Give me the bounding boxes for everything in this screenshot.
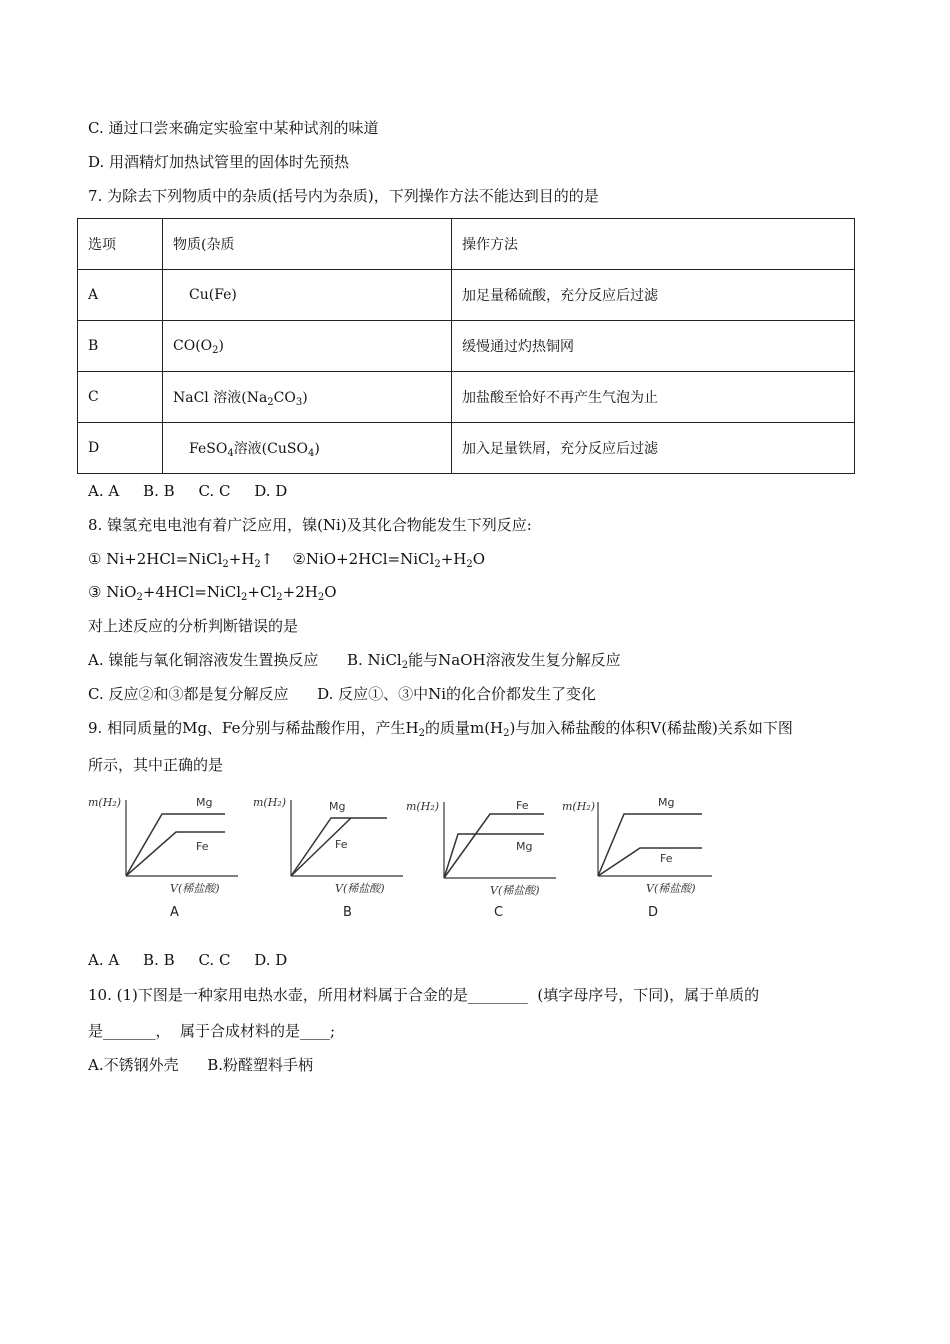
row-method: 加入足量铁屑，充分反应后过滤 (452, 423, 855, 474)
subscript: 2 (254, 559, 261, 570)
graph-caption: D (648, 905, 659, 920)
row-substance (163, 372, 452, 423)
substance-text-end: ) (218, 338, 224, 354)
fe-label: Fe (196, 840, 209, 853)
mg-label: Mg (516, 840, 533, 853)
fe-line (126, 832, 225, 876)
substance-text-mid: CO (273, 390, 296, 406)
subscript: 2 (276, 592, 283, 603)
fe-line (598, 848, 702, 876)
x-axis-label: V(稀盐酸) (646, 882, 696, 895)
subscript: 2 (222, 559, 229, 570)
eq-part: +H (228, 550, 255, 568)
eq-part: O (472, 550, 486, 568)
table-row (78, 270, 855, 321)
subscript: 2 (317, 592, 325, 603)
graph-c (406, 790, 576, 920)
subscript: 2 (401, 660, 409, 671)
mg-label: Mg (196, 796, 213, 809)
reaction-1-2 (88, 549, 485, 569)
subscript: 2 (136, 592, 143, 603)
table-header-row (78, 219, 855, 270)
question-9-cont: 所示，其中正确的是 (88, 756, 224, 774)
mg-line (126, 814, 225, 876)
y-axis-label: m(H₂) (406, 800, 440, 813)
q9-text: )与加入稀盐酸的体积V(稀盐酸)关系如下图 (509, 719, 793, 737)
graph-caption: A (170, 905, 179, 920)
graph-d (562, 790, 732, 920)
q8-options-ab (88, 650, 621, 670)
graph-b (253, 790, 423, 920)
row-substance (163, 270, 452, 321)
table-row (78, 372, 855, 423)
x-axis-label: V(稀盐酸) (170, 882, 220, 895)
q9-answer-choices: A. A B. B C. C D. D (88, 951, 288, 969)
eq-part: +Cl (247, 583, 277, 601)
q9-text: 9. 相同质量的Mg、Fe分别与稀盐酸作用，产生H (88, 719, 419, 737)
subscript: 2 (241, 592, 248, 603)
subscript: 2 (466, 559, 473, 570)
row-option: A (78, 270, 163, 321)
subscript: 3 (295, 397, 303, 408)
table-row (78, 321, 855, 372)
q7-table (77, 218, 855, 474)
subscript: 2 (267, 397, 274, 408)
y-axis-label: m(H₂) (562, 800, 596, 813)
reaction-3 (88, 582, 337, 602)
substance-text-end: ) (314, 441, 320, 457)
row-option: D (78, 423, 163, 474)
row-method: 缓慢通过灼热铜网 (452, 321, 855, 372)
substance-text: FeSO (189, 441, 228, 457)
graph-caption: B (343, 905, 352, 920)
question-7: 7. 为除去下列物质中的杂质(括号内为杂质)，下列操作方法不能达到目的的是 (88, 187, 599, 205)
mg-label: Mg (329, 800, 346, 813)
eq-part: ① Ni+2HCl=NiCl (88, 550, 223, 568)
row-substance (163, 321, 452, 372)
eq-part: ③ NiO (88, 583, 137, 601)
q9-text: 的质量m(H (424, 719, 504, 737)
y-axis-label: m(H₂) (88, 796, 122, 809)
subscript: 4 (307, 448, 315, 459)
question-9 (88, 718, 793, 738)
row-method: 加足量稀硫酸，充分反应后过滤 (452, 270, 855, 321)
x-axis-label: V(稀盐酸) (490, 884, 540, 897)
eq-part: +2H (282, 583, 318, 601)
fe-label: Fe (516, 799, 529, 812)
substance-text-end: ) (302, 390, 308, 406)
row-method: 加盐酸至恰好不再产生气泡为止 (452, 372, 855, 423)
subscript: 2 (434, 559, 441, 570)
x-axis-label: V(稀盐酸) (335, 882, 385, 895)
option-text: A. 镍能与氧化铜溶液发生置换反应 B. NiCl (88, 651, 402, 669)
substance-text: NaCl 溶液(Na (173, 390, 268, 406)
row-substance (163, 423, 452, 474)
substance-text: CO(O (173, 338, 213, 354)
q8-ask: 对上述反应的分析判断错误的是 (88, 617, 299, 635)
question-10: 10. (1)下图是一种家用电热水壶，所用材料属于合金的是________ (填字母序号，下同)，属于单质的 (88, 986, 760, 1004)
row-option: B (78, 321, 163, 372)
q7-answer-choices: A. A B. B C. C D. D (88, 482, 288, 500)
eq-part: ↑ ②NiO+2HCl=NiCl (260, 550, 435, 568)
eq-part: O (324, 583, 337, 601)
option-text: 能与NaOH溶液发生复分解反应 (408, 651, 621, 669)
graph-caption: C (494, 905, 504, 920)
header-substance: 物质(杂质 (163, 219, 452, 270)
subscript: 2 (418, 728, 425, 739)
substance-text-mid: 溶液(CuSO (233, 441, 308, 457)
subscript: 4 (227, 448, 234, 459)
option-d-line: D. 用酒精灯加热试管里的固体时先预热 (88, 153, 350, 171)
eq-part: +4HCl=NiCl (142, 583, 242, 601)
option-c-line: C. 通过口尝来确定实验室中某种试剂的味道 (88, 119, 379, 137)
subscript: 2 (212, 345, 219, 356)
mg-line (598, 814, 702, 876)
mg-label: Mg (658, 796, 675, 809)
substance-text: Cu(Fe) (189, 287, 237, 303)
graph-a (88, 790, 258, 920)
row-option: C (78, 372, 163, 423)
fe-label: Fe (660, 852, 673, 865)
question-10-options: A.不锈钢外壳 B.粉醛塑料手柄 (88, 1056, 314, 1074)
question-8: 8. 镍氢充电电池有着广泛应用，镍(Ni)及其化合物能发生下列反应: (88, 516, 532, 534)
header-option: 选项 (78, 219, 163, 270)
question-10-cont: 是_______， 属于合成材料的是____; (88, 1022, 336, 1040)
subscript: 2 (503, 728, 510, 739)
header-method: 操作方法 (452, 219, 855, 270)
q8-options-cd: C. 反应②和③都是复分解反应 D. 反应①、③中Ni的化合价都发生了变化 (88, 685, 597, 703)
y-axis-label: m(H₂) (253, 796, 287, 809)
table-row (78, 423, 855, 474)
fe-label: Fe (335, 838, 348, 851)
eq-part: +H (440, 550, 467, 568)
